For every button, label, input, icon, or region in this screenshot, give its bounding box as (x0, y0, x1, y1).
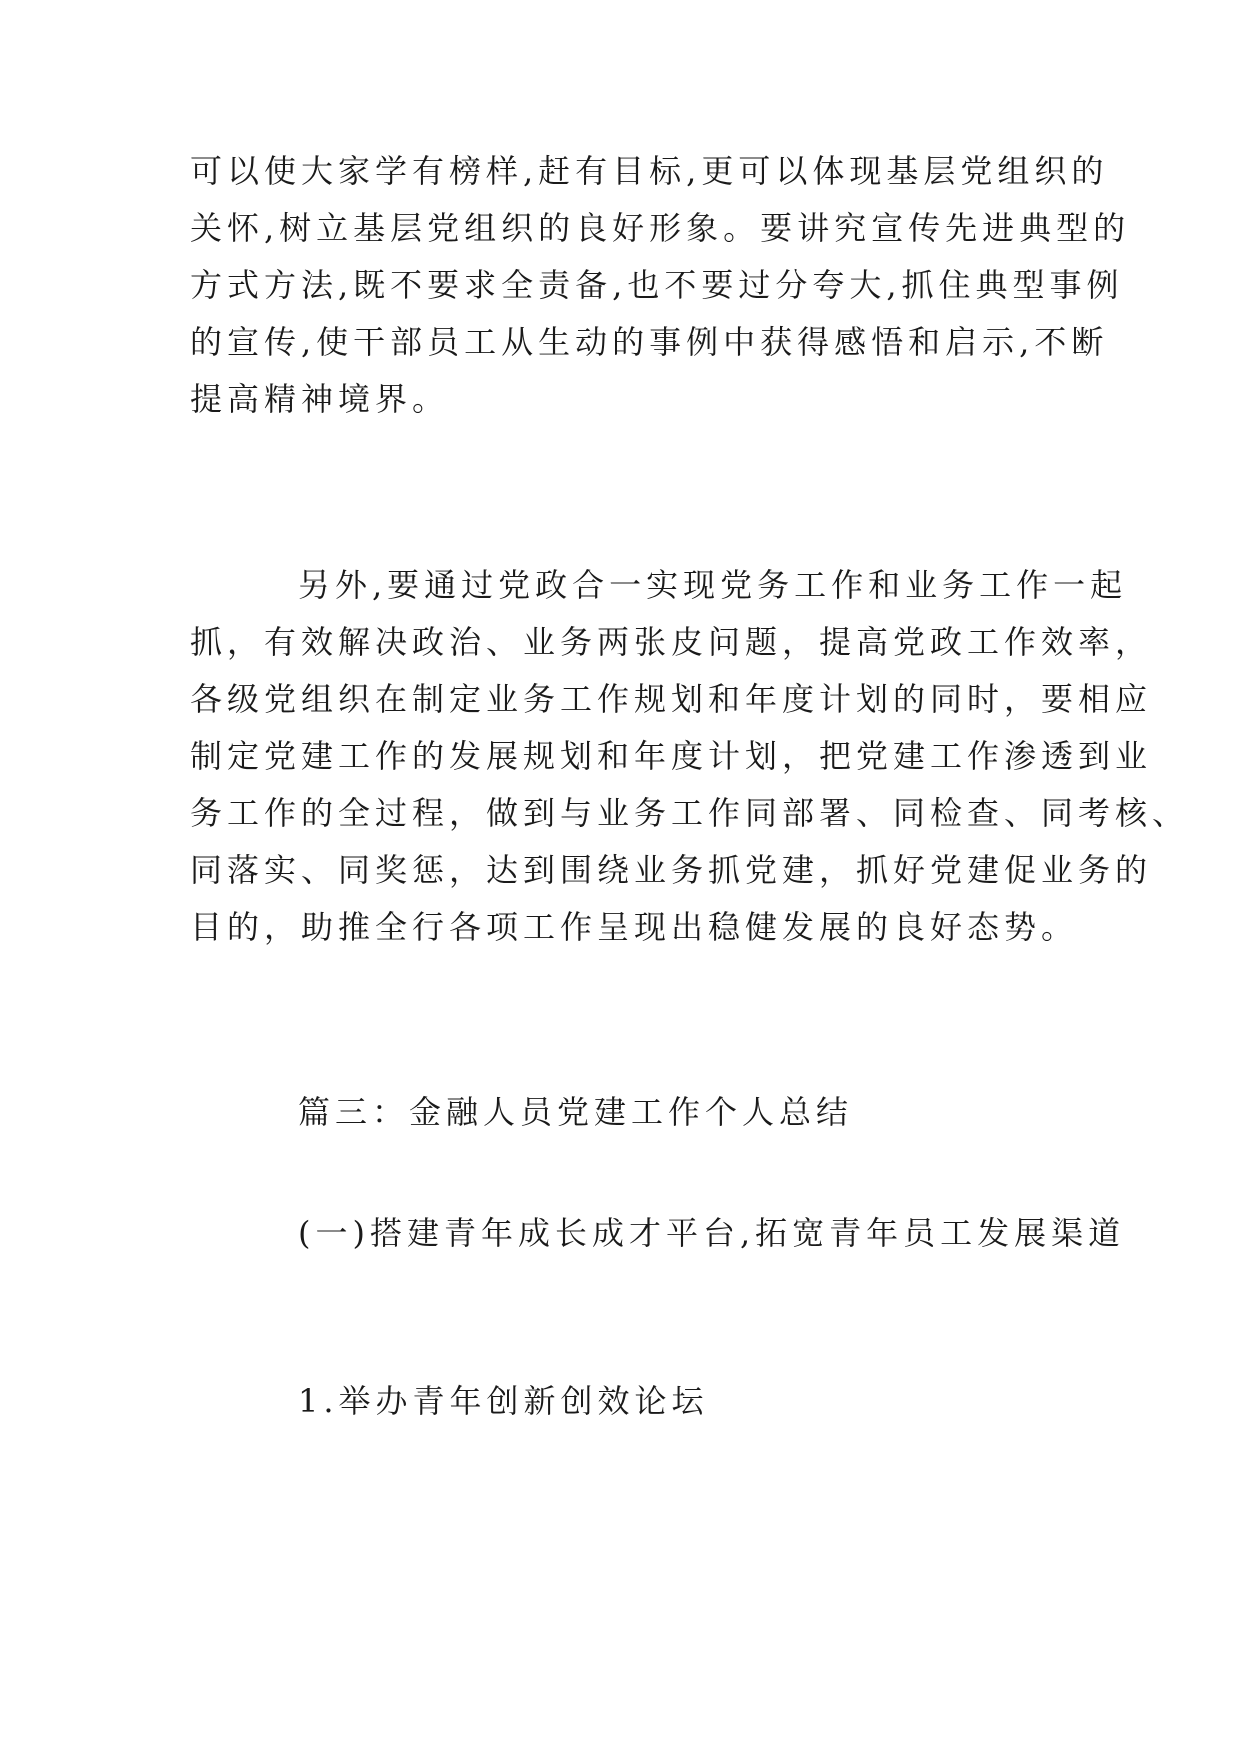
text-line: 各级党组织在制定业务工作规划和年度计划的同时，要相应 (190, 680, 1153, 718)
text-line: 的宣传,使干部员工从生动的事例中获得感悟和启示,不断 (190, 323, 1109, 361)
text-line: 务工作的全过程，做到与业务工作同部署、同检查、同考核、 (190, 794, 1190, 832)
section-heading (190, 1084, 1070, 1141)
text-line: 关怀,树立基层党组织的良好形象。要讲究宣传先进典型的 (190, 209, 1131, 247)
paragraph-1 (190, 143, 1131, 428)
text-line: 同落实、同奖惩，达到围绕业务抓党建，抓好党建促业务的 (190, 851, 1153, 889)
text-line: 方式方法,既不要求全责备,也不要过分夸大,抓住典型事例 (190, 266, 1124, 304)
text-line: 可以使大家学有榜样,赶有目标,更可以体现基层党组织的 (190, 152, 1109, 190)
section-title: 篇三：金融人员党建工作个人总结 (298, 1093, 854, 1131)
text-line: 另外,要通过党政合一实现党务工作和业务工作一起 (298, 566, 1128, 604)
text-line: 提高精神境界。 (190, 380, 450, 418)
item-heading (190, 1373, 1070, 1430)
item-title: 1.举办青年创新创效论坛 (298, 1382, 709, 1420)
paragraph-2 (190, 557, 1190, 956)
text-line: 目的，助推全行各项工作呈现出稳健发展的良好态势。 (190, 908, 1079, 946)
text-line: 抓，有效解决政治、业务两张皮问题，提高党政工作效率， (190, 623, 1153, 661)
subsection-title: (一)搭建青年成长成才平台,拓宽青年员工发展渠道 (298, 1214, 1126, 1252)
text-line: 制定党建工作的发展规划和年度计划，把党建工作渗透到业 (190, 737, 1153, 775)
subsection-heading (190, 1205, 1126, 1262)
